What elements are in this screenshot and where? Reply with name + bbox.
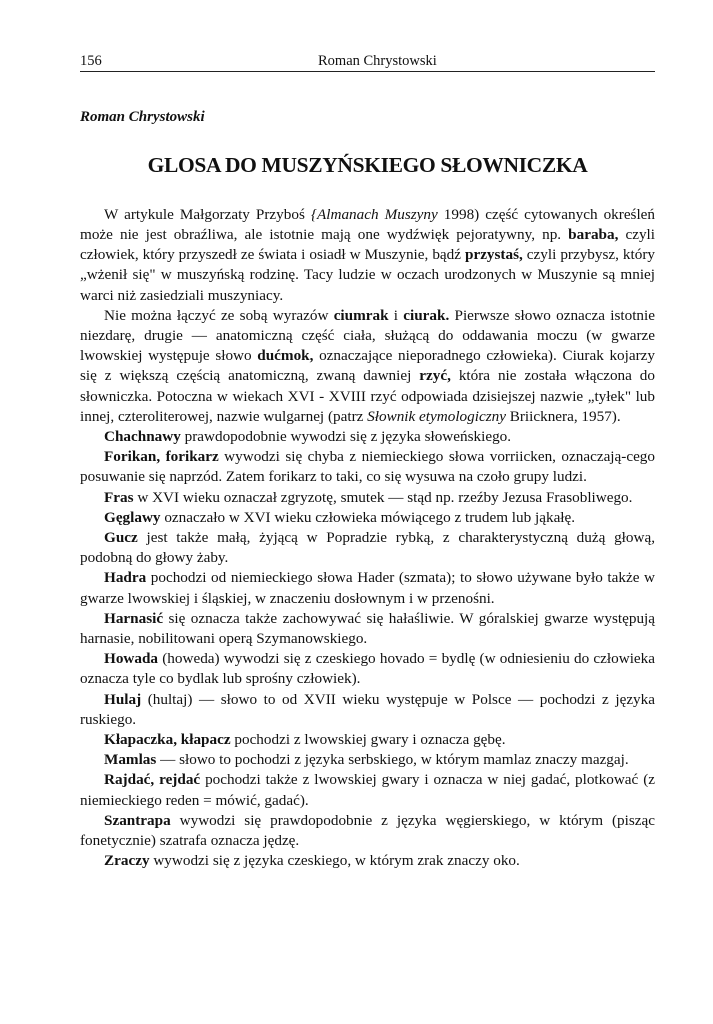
- entry-szantrapa: [80, 811, 655, 851]
- entry-term: Rajdać, rejdać: [104, 771, 201, 789]
- entry-gucz: [80, 528, 655, 568]
- entry-term: Hadra: [104, 569, 147, 587]
- entry-definition: pochodzi z lwowskiej gwary i oznacza gębę.: [230, 731, 506, 749]
- entry-term: Hulaj: [104, 690, 142, 708]
- entry-howada: [80, 649, 655, 689]
- term-przystas: przystaś,: [465, 246, 523, 264]
- term-baraba: baraba,: [568, 226, 619, 243]
- entry-definition: (howeda) wywodzi się z czeskiego hovado = bydlę (w odniesieniu do człowieka oznacza tyle co bydlak lub sprośny człowiek).: [80, 650, 655, 688]
- entry-chachnawy: [80, 427, 655, 447]
- term-ciurak: ciurak.: [403, 306, 450, 324]
- entry-definition: (hultaj) — słowo to od XVII wieku występuje w Polsce — pochodzi z języka ruskiego.: [80, 690, 655, 728]
- entry-term: Chachnawy: [104, 428, 181, 446]
- page-number: 156: [80, 53, 102, 69]
- entry-hulaj: [80, 690, 655, 730]
- entry-term: Gucz: [104, 529, 138, 547]
- entry-forikan: [80, 447, 655, 487]
- entry-definition: oznaczało w XVI wieku człowieka mówiącego z trudem lub jąkałę.: [160, 508, 576, 526]
- entry-definition: — słowo to pochodzi z języka serbskiego, w którym mamlaz znaczy mazgaj.: [156, 751, 629, 769]
- author-name: Roman Chrystowski: [80, 109, 205, 125]
- entry-term: Mamlas: [104, 751, 157, 769]
- entry-definition: wywodzi się prawdopodobnie z języka węgierskiego, w którym (pisząc fonetycznie) szatrafa oznacza jędzę.: [80, 811, 655, 850]
- entry-term: Zraczy: [104, 852, 150, 870]
- entry-fras: [80, 488, 655, 508]
- entry-definition: się oznacza także zachowywać się hałaśliwie. W góralskiej gwarze występują harnasie, nobilitowani operą Szymanowskiego.: [80, 609, 655, 648]
- entry-term: Gęglawy: [104, 508, 161, 526]
- entry-definition: wywodzi się z języka czeskiego, w którym zrak znaczy oko.: [149, 852, 520, 870]
- entry-geglawy: [80, 508, 655, 528]
- entry-term: Kłapaczka, kłapacz: [104, 731, 231, 749]
- entry-term: Fras: [104, 488, 134, 506]
- entry-term: Szantrapa: [104, 811, 171, 829]
- paragraph-intro-2: Nie można łączyć ze sobą wyrazów ciumrak i ciurak. Pierwsze słowo oznacza istotnie niezdarę, drugie — anatomiczną część ciała, służącą do oddawania moczu (w gwarze lwowskiej występuje słowo dućmok, oznaczające nieporadnego człowieka). Ciurak kojarzy się z większą częścią anatomiczną, zwaną dawniej rzyć, która nie została włączona do słowniczka. Potoczna w wiekach XVI - XVIII rzyć odpowiada dzisiejszej nazwie „tyłek" lub innej, czteroliterowej, nazwie wulgarnej (patrz Słownik etymologiczny Briicknera, 1957).: [80, 306, 655, 425]
- entry-klapaczka: [80, 730, 655, 750]
- entry-definition: prawdopodobnie wywodzi się z języka słoweńskiego.: [180, 428, 512, 446]
- term-rzyc: rzyć,: [419, 367, 451, 385]
- entry-harnasic: [80, 609, 655, 649]
- document-page: [80, 50, 655, 872]
- entry-rajdac: [80, 770, 655, 810]
- entry-term: Forikan, forikarz: [104, 448, 219, 466]
- entry-hadra: [80, 568, 655, 608]
- term-ducmok: dućmok,: [257, 347, 314, 365]
- entry-definition: pochodzi także z lwowskiej gwary i oznacza w niej gadać, plotkować (z niemieckiego reden = mówić, gadać).: [80, 771, 655, 809]
- article-title: GLOSA DO MUSZYŃSKIEGO SŁOWNICZKA: [147, 153, 588, 177]
- term-ciumrak: ciumrak: [333, 306, 389, 324]
- paragraph-intro-1: W artykule Małgorzaty Przyboś {Almanach Muszyny 1998) część cytowanych określeń może nie jest obraźliwa, ale istotnie mają one wydźwięk pejoratywny, np. baraba, czyli człowiek, który przyszedł ze świata i osiadł w Muszynie, bądź przystaś, czyli przybysz, który „wżenił się" w muszyńską rodzinę. Tacy ludzie w oczach urodzonych w Muszynie są mniej warci niż zasiedziali muszyniacy.: [80, 205, 656, 304]
- entry-term: Harnasić: [104, 609, 164, 627]
- entry-term: Howada: [104, 650, 159, 668]
- entry-definition: jest także małą, żyjącą w Popradzie rybką, z charakterystyczną dużą głową, podobną do głowy żaby.: [80, 529, 655, 567]
- source-citation: {Almanach Muszyny: [310, 205, 438, 223]
- running-header: [80, 50, 655, 72]
- dictionary-citation: Słownik etymologiczny: [367, 407, 506, 425]
- article-body: [80, 205, 655, 872]
- entry-zraczy: [80, 851, 655, 871]
- running-title: Roman Chrystowski: [318, 53, 437, 69]
- entry-mamlas: [80, 750, 655, 770]
- entry-definition: w XVI wieku oznaczał zgryzotę, smutek — stąd np. rzeźby Jezusa Frasobliwego.: [133, 488, 633, 506]
- entry-definition: wywodzi się chyba z niemieckiego słowa vorriicken, oznaczają-cego posuwanie się naprzód. Zatem forikarz to taki, co się wysuwa na czoło grupy ludzi.: [80, 448, 655, 486]
- entry-definition: pochodzi od niemieckiego słowa Hader (szmata); to słowo używane było także w gwarze lwowskiej i śląskiej, w znaczeniu dosłownym i w przenośni.: [80, 569, 655, 607]
